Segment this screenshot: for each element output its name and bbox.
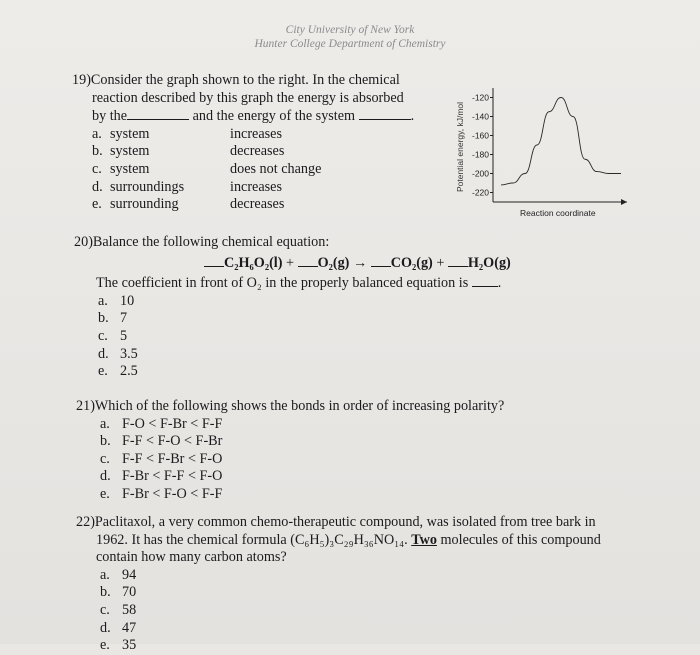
option-letter: c.	[92, 160, 102, 177]
option-text: 70	[122, 584, 137, 601]
option-text: 94	[122, 566, 137, 583]
option-what: increases	[230, 125, 282, 142]
q22-line-3: contain how many carbon atoms?	[96, 549, 287, 566]
option-letter: e.	[98, 363, 108, 380]
option-text: 2.5	[120, 363, 138, 380]
q20-arrow: →	[352, 254, 368, 271]
option-letter: c.	[98, 327, 108, 344]
q19-option[interactable]	[92, 196, 414, 214]
question-20	[74, 234, 511, 381]
option-who: surroundings	[110, 178, 185, 195]
chart-x-arrow	[621, 199, 627, 205]
q20-blank-answer	[472, 274, 498, 287]
q22-option[interactable]	[100, 637, 601, 655]
option-letter: b.	[92, 143, 103, 160]
option-text: 3.5	[120, 345, 138, 362]
option-who: system	[110, 160, 150, 177]
q19-option[interactable]	[92, 179, 414, 197]
chart-svg	[455, 80, 635, 225]
option-letter: e.	[100, 485, 110, 502]
q22-line-2b: Two	[411, 531, 437, 548]
q20-product-1: CO₂(g)	[390, 254, 433, 271]
q19-blank-1	[127, 107, 189, 120]
q22-line-2c: molecules of this compound	[440, 531, 601, 548]
q20-product-2: H₂O(g)	[467, 254, 511, 271]
question-19	[72, 72, 414, 214]
header-university: City University of New York	[285, 24, 415, 36]
header-department: Hunter College Department of Chemistry	[254, 38, 446, 50]
q22-option[interactable]	[100, 567, 601, 585]
q22-option[interactable]	[100, 584, 601, 602]
option-text: 35	[122, 637, 137, 654]
q19-prompt-2: reaction described by this graph the energy is absorbed	[92, 89, 404, 106]
q19-option[interactable]	[92, 143, 414, 161]
q19-option[interactable]	[92, 126, 414, 144]
q22-option[interactable]	[100, 620, 601, 638]
q19-prompt-3b: and the energy of the system	[192, 108, 356, 125]
q21-option[interactable]	[100, 486, 504, 504]
q22-option[interactable]	[100, 602, 601, 620]
chart-y-tick-label: -180	[471, 149, 489, 160]
option-letter: e.	[100, 637, 110, 654]
option-text: 10	[120, 292, 135, 309]
chart-ylabel: Potential energy, kJ/mol	[455, 101, 465, 193]
q19-blank-2	[359, 107, 411, 120]
option-letter: c.	[100, 601, 110, 618]
q20-blank-p2	[448, 254, 468, 267]
option-text: F-F < F-Br < F-O	[122, 450, 223, 467]
option-text: 58	[122, 601, 137, 618]
option-letter: b.	[100, 584, 111, 601]
chart-xlabel: Reaction coordinate	[520, 208, 596, 218]
energy-diagram-chart	[455, 80, 635, 225]
option-letter: a.	[100, 566, 110, 583]
option-who: system	[110, 125, 150, 142]
option-letter: e.	[92, 196, 102, 213]
option-text: F-Br < F-O < F-F	[122, 485, 223, 502]
option-what: increases	[230, 178, 282, 195]
option-letter: a.	[92, 125, 102, 142]
q20-reactant-1: C₂H₆O₂(l)	[224, 254, 283, 271]
option-letter: c.	[100, 450, 110, 467]
option-what: decreases	[230, 196, 285, 213]
q19-option[interactable]	[92, 161, 414, 179]
option-text: 47	[122, 619, 137, 636]
q21-option[interactable]	[100, 468, 504, 486]
option-what: does not change	[230, 160, 322, 177]
q21-option[interactable]	[100, 451, 504, 469]
option-letter: a.	[98, 292, 108, 309]
q20-option[interactable]	[98, 328, 511, 346]
q19-prompt-3c: .	[410, 108, 415, 125]
option-letter: d.	[92, 178, 103, 195]
q20-option[interactable]	[98, 310, 511, 328]
q20-option[interactable]	[98, 293, 511, 311]
q21-option[interactable]	[100, 433, 504, 451]
chart-y-tick-label: -220	[471, 187, 489, 198]
q21-option[interactable]	[100, 416, 504, 434]
q20-blank-r2	[298, 254, 318, 267]
q19-prompt-1: 19)Consider the graph shown to the right. In the chemical	[72, 72, 400, 88]
q20-question-end: .	[497, 275, 502, 292]
q20-option[interactable]	[98, 346, 511, 364]
option-letter: d.	[98, 345, 109, 362]
option-text: F-F < F-O < F-Br	[122, 433, 223, 450]
option-letter: d.	[100, 468, 111, 485]
chart-y-tick-label: -200	[471, 168, 489, 179]
option-what: decreases	[230, 143, 285, 160]
option-text: F-O < F-Br < F-F	[122, 415, 223, 432]
option-letter: b.	[98, 310, 109, 327]
option-text: 5	[120, 327, 128, 344]
option-text: F-Br < F-F < F-O	[122, 468, 223, 485]
chart-y-tick-label: -160	[471, 130, 489, 141]
q20-blank-p1	[371, 254, 391, 267]
q20-question: The coefficient in front of O₂ in the properly balanced equation is	[96, 275, 469, 292]
q20-equation	[74, 254, 511, 273]
q21-prompt: 21)Which of the following shows the bonds in order of increasing polarity?	[76, 398, 505, 414]
q22-line-1: 22)Paclitaxol, a very common chemo-therapeutic compound, was isolated from tree bark in	[76, 514, 596, 530]
q20-plus-2: +	[436, 254, 445, 271]
q20-plus-1: +	[286, 254, 295, 271]
option-letter: b.	[100, 433, 111, 450]
option-letter: a.	[100, 415, 110, 432]
q22-line-2a: 1962. It has the chemical formula (C₆H₅)₃C₂₉H₃₆NO₁₄.	[96, 531, 408, 548]
option-letter: d.	[100, 619, 111, 636]
chart-y-tick-label: -120	[471, 92, 489, 103]
option-who: surrounding	[110, 196, 179, 213]
q19-prompt-3a: by the	[92, 108, 128, 125]
option-who: system	[110, 143, 150, 160]
q20-reactant-2: O₂(g)	[317, 254, 350, 271]
question-22	[76, 514, 601, 655]
q20-blank-r1	[204, 254, 224, 267]
chart-series-line	[501, 98, 621, 185]
chart-y-tick-label: -140	[471, 111, 489, 122]
question-21	[76, 398, 504, 504]
q20-option[interactable]	[98, 363, 511, 381]
q20-prompt: 20)Balance the following chemical equation:	[74, 234, 330, 250]
option-text: 7	[120, 310, 128, 327]
